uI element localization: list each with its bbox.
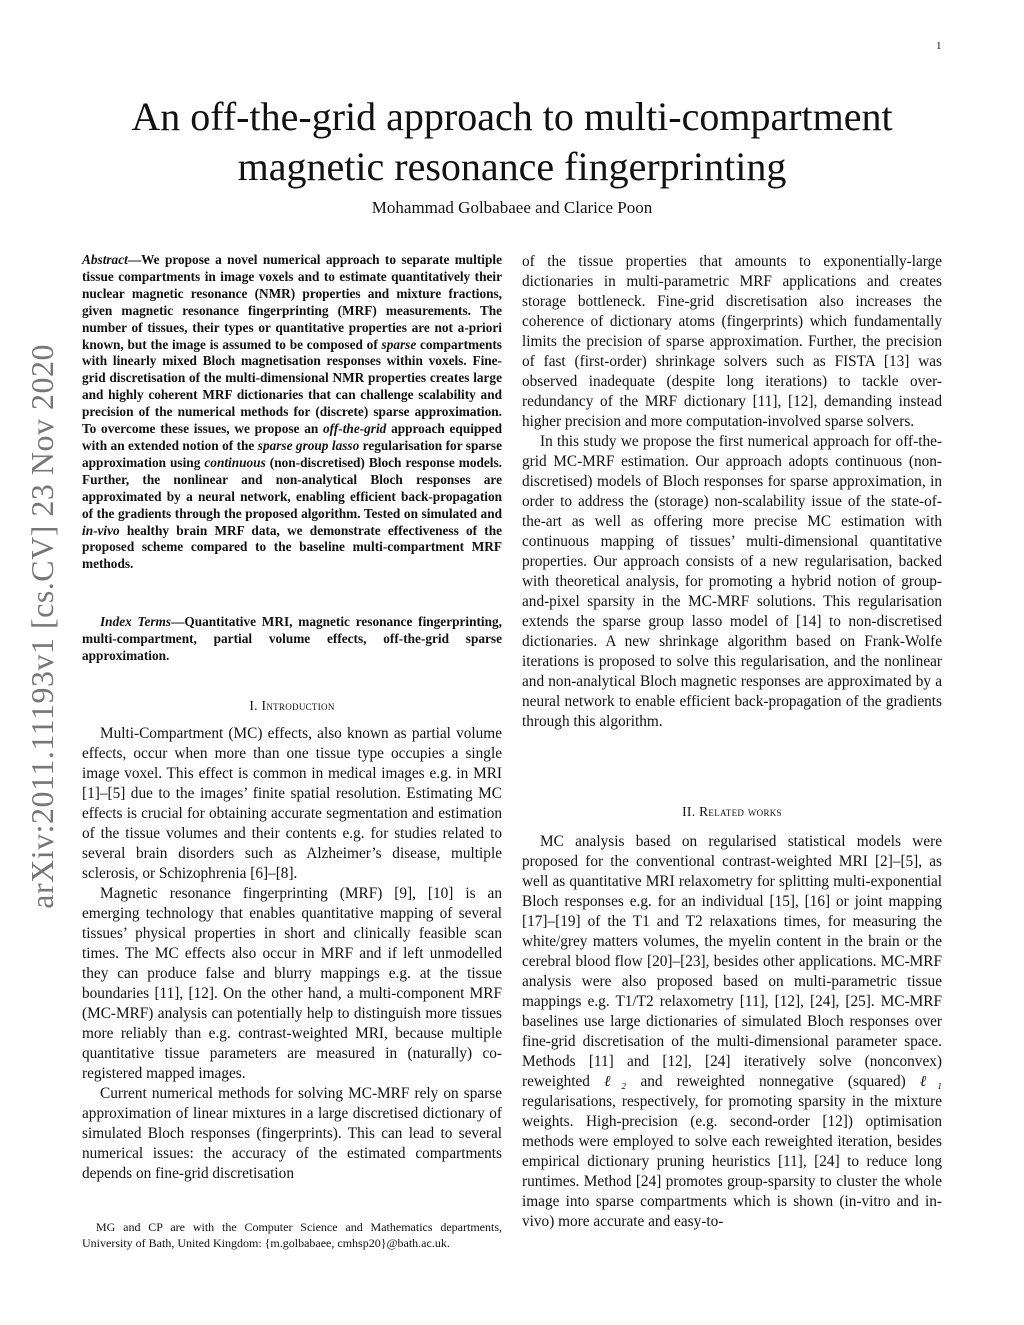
abstract-text-2: compartments with linearly mixed Bloch magnetisation responses within voxels. Fine-grid discretisation of the multi-dimensional NMR properties creates large and highly coherent MRF dictionaries that can challenge scalability and precision of the numerical methods for (discrete) sparse approximation. To overcome these issues, we propose an	[82, 336, 502, 437]
affiliation-footnote: MG and CP are with the Computer Science and Mathematics departments, University of Bath, United Kingdom: {m.golbabaee, cmhsp20}@bath.ac.uk.	[82, 1220, 502, 1250]
abstract-text-3: approach equipped with an extended notion of the	[82, 421, 502, 453]
page-number: 1	[936, 40, 942, 52]
abstract-continuous: continuous	[204, 454, 266, 470]
index-terms-label: Index Terms	[100, 614, 172, 629]
related-text-a: MC analysis based on regularised statistical models were proposed for the conventional contrast-weighted MRI [2]–[5], as well as quantitative MRI relaxometry for splitting multi-exponential Bloch responses e.g. for an individual [15], [16] or joint mapping [17]–[19] of the T1 and T2 relaxations times, for measuring the white/grey matters volumes, the myelin content in the brain or the cerebral blood flow [20]–[23], besides other applications. MC-MRF analysis were also proposed based on multi-parametric tissue mappings e.g. T1/T2 relaxometry [11], [12], [24], [25]. MC-MRF baselines use large dictionaries of simulated Bloch responses over fine-grid discretisation of the multi-dimensional parameter space. Methods [11] and [12], [24] iteratively solve (nonconvex) reweighted	[522, 833, 942, 1090]
abstract	[82, 252, 502, 573]
abstract-text-5: (non-discretised) Bloch response models. Further, the nonlinear and non-analytical Bloch responses are approximated by a neural network, enabling efficient back-propagation of the gradients through the proposed algorithm. Tested on simulated and	[82, 454, 502, 521]
introduction-body	[82, 724, 502, 1184]
abstract-text-4: regularisation for sparse approximation using	[82, 437, 502, 470]
intro-paragraph-1: Multi-Compartment (MC) effects, also known as partial volume effects, occur when more than one tissue type occupies a single image voxel. This effect is common in medical images e.g. in MRI [1]–[5] due to the images’ finite spatial resolution. Estimating MC effects is crucial for obtaining accurate segmentation and estimation of the tissue volumes and their contents e.g. for studies related to several brain disorders such as Alzheimer’s disease, multiple sclerosis, or Schizophrenia [6]–[8].	[82, 725, 502, 882]
arxiv-sidebar-stamp: arXiv:2011.11193v1 [cs.CV] 23 Nov 2020	[24, 344, 60, 909]
abstract-text-1: —We propose a novel numerical approach to separate multiple tissue compartments in image voxels and to estimate quantitatively their nuclear magnetic resonance (NMR) properties and mixture fractions, given magnetic resonance fingerprinting (MRF) measurements. The number of tissues, their types or quantitative properties are not a-priori known, but the image is assumed to be composed of	[82, 252, 502, 352]
title-line-2: magnetic resonance fingerprinting	[237, 144, 787, 189]
abstract-sparse: sparse	[381, 336, 417, 352]
intro-continued	[522, 252, 942, 732]
paper-title	[0, 92, 1024, 192]
related-works-body	[522, 832, 942, 1232]
intro-paragraph-4: In this study we propose the first numerical approach for off-the-grid MC-MRF estimation. Our approach adopts continuous (non-discretised) models of Bloch responses for sparse approximation, in order to address the (storage) non-scalability issue of the state-of-the-art as well as offering more precise MC estimation with continuous mapping of tissues’ multi-dimensional quantitative properties. Our approach consists of a new regularisation, backed with theoretical analysis, for promoting a hybrid notion of group-and-pixel sparsity in the MC-MRF solutions. This regularisation extends the sparse group lasso model of [14] to non-discretised dictionaries. A new shrinkage algorithm based on Frank-Wolfe iterations is proposed to solve this regularisation, and the nonlinear and non-analytical Bloch magnetic responses are approximated by a neural network to enable efficient back-propagation of the gradients through this algorithm.	[522, 433, 942, 730]
intro-paragraph-3: Current numerical methods for solving MC-MRF rely on sparse approximation of linear mixtures in a large discretised dictionary of simulated Bloch responses (fingerprints). This can lead to several numerical issues: the accuracy of the estimated compartments depends on fine-grid discretisation	[82, 1085, 502, 1182]
index-terms-text: —Quantitative MRI, magnetic resonance fingerprinting, multi-compartment, partial volume effects, off-the-grid sparse approximation.	[82, 614, 502, 663]
section-heading-introduction	[82, 698, 502, 714]
section-2-title: Related works	[699, 804, 782, 819]
abstract-sparse-group-lasso: sparse group lasso	[257, 437, 360, 453]
section-1-number: I.	[249, 698, 258, 713]
title-line-1: An off-the-grid approach to multi-compartment	[131, 94, 893, 139]
index-terms	[82, 614, 502, 665]
intro-paragraph-2: Magnetic resonance fingerprinting (MRF) [9], [10] is an emerging technology that enables quantitative mapping of several tissues’ physical properties in short and clinically feasible scan times. The MC effects also occur in MRF and if left unmodelled they can produce false and blurry mappings e.g. at the tissue boundaries [11], [12]. On the other hand, a multi-component MRF (MC-MRF) analysis can potentially help to distinguish more tissues more reliably than e.g. contrast-weighted MRI, because multiple quantitative tissue parameters are measured in (naturally) co-registered mapped images.	[82, 885, 502, 1082]
abstract-text-6: healthy brain MRF data, we demonstrate effectiveness of the proposed scheme compared to the baseline multi-compartment MRF methods.	[82, 522, 502, 572]
intro-paragraph-3-continued: of the tissue properties that amounts to exponentially-large dictionaries in multi-parametric MRF applications and creates storage bottleneck. Fine-grid discretisation also increases the coherence of dictionary atoms (fingerprints) which fundamentally limits the precision of sparse approximation. Further, the precision of fast (first-order) shrinkage solvers such as FISTA [13] was observed inadequate (despite long iterations) to tackle over-redundancy of the MRF dictionary [11], [12], demanding instead higher precision and more computation-involved sparse solvers.	[522, 253, 942, 430]
authors: Mohammad Golbabaee and Clarice Poon	[371, 198, 653, 217]
related-paragraph-1	[522, 832, 942, 1232]
section-2-number: II.	[682, 804, 696, 819]
abstract-label: Abstract	[82, 252, 128, 267]
section-heading-related-works	[522, 804, 942, 820]
l1-norm: ℓ₁	[919, 1073, 942, 1090]
l2-norm: ℓ₂	[604, 1073, 627, 1090]
related-text-b: and reweighted nonnegative (squared)	[626, 1073, 920, 1090]
related-text-c: regularisations, respectively, for promoting sparsity in the mixture weights. High-precision (e.g. second-order [12]) optimisation methods were employed to solve each reweighted iteration, besides empirical dictionary pruning heuristics [11], [24] to reduce long runtimes. Method [24] promotes group-sparsity to cluster the whole image into sparse compartments which is shown (in-vitro and in-vivo) more accurate and easy-to-	[522, 1093, 942, 1230]
abstract-in-vivo: in-vivo	[82, 522, 120, 538]
abstract-off-the-grid: off-the-grid	[323, 421, 387, 437]
section-1-title: Introduction	[261, 698, 335, 713]
